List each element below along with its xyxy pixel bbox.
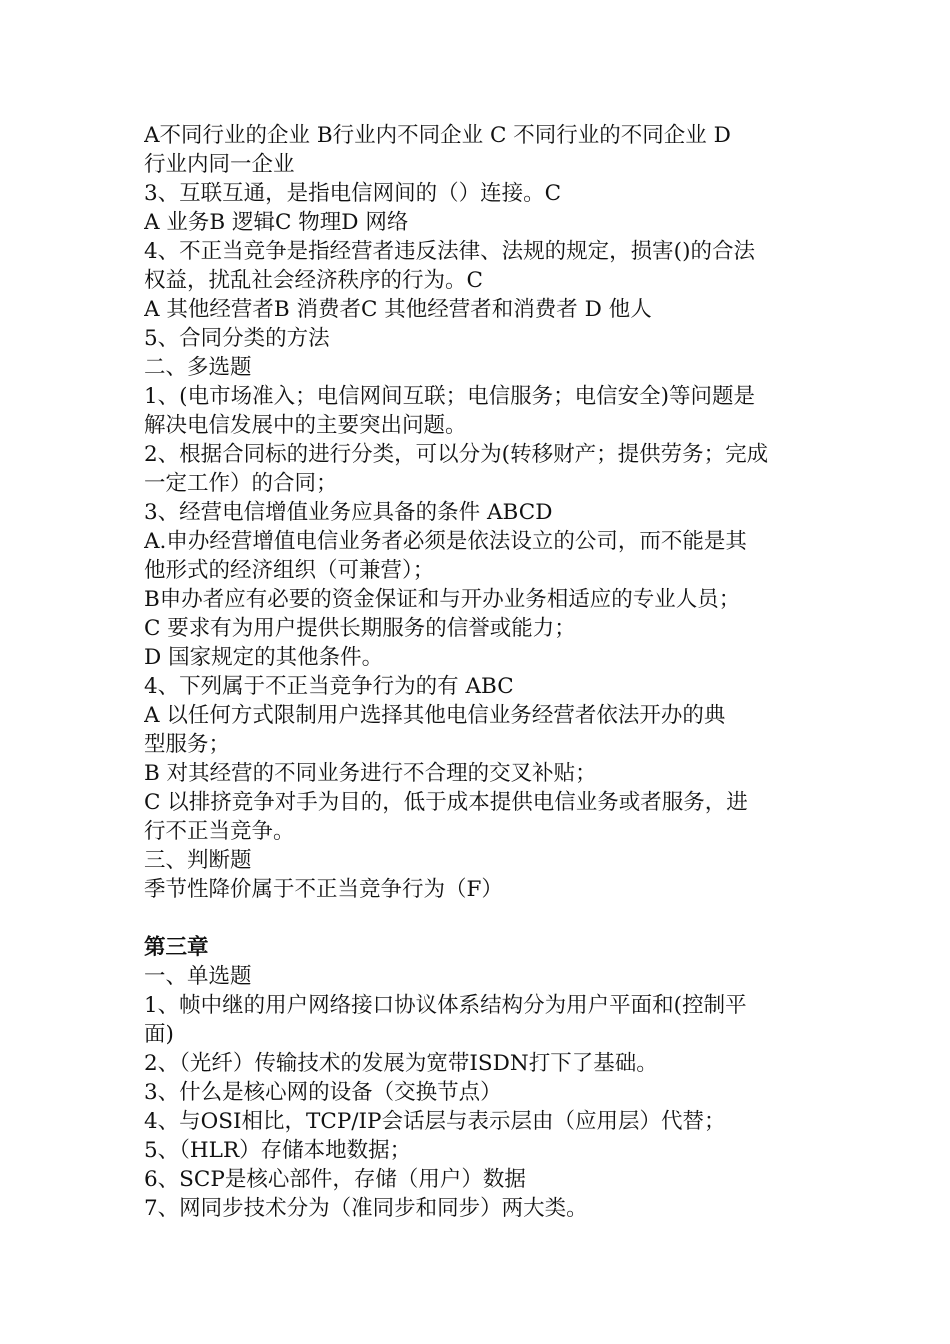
text-line: 行业内同一企业 — [144, 152, 295, 177]
text-line: B申办者应有必要的资金保证和与开办业务相适应的专业人员； — [144, 587, 741, 612]
text-line: C 要求有为用户提供长期服务的信誉或能力； — [144, 616, 576, 641]
text-line: A 业务B 逻辑C 物理D 网络 — [144, 210, 409, 235]
chapter-title: 第三章 — [144, 935, 209, 960]
blank-line — [144, 904, 810, 933]
text-line: 一定工作）的合同； — [144, 471, 338, 496]
text-line: A 以任何方式限制用户选择其他电信业务经营者依法开办的典 — [144, 703, 726, 728]
text-line: 7、网同步技术分为（准同步和同步）两大类。 — [144, 1196, 588, 1221]
text-line: 3、经营电信增值业务应具备的条件 ABCD — [144, 500, 553, 525]
text-line: 3、互联互通，是指电信网间的（）连接。C — [144, 181, 562, 206]
text-line: 1、(电市场准入；电信网间互联；电信服务；电信安全)等问题是 — [144, 384, 755, 409]
text-line: 面) — [144, 1022, 174, 1047]
text-line: 5、（HLR）存储本地数据； — [144, 1138, 412, 1163]
text-line: 型服务； — [144, 732, 231, 757]
text-line: 5、合同分类的方法 — [144, 326, 330, 351]
text-line: C 以排挤竞争对手为目的，低于成本提供电信业务或者服务，进 — [144, 790, 748, 815]
document-page — [144, 121, 810, 1223]
text-line: 季节性降价属于不正当竞争行为（F） — [144, 877, 503, 902]
text-line: 4、下列属于不正当竞争行为的有 ABC — [144, 674, 514, 699]
text-line: 4、不正当竞争是指经营者违反法律、法规的规定，损害()的合法 — [144, 239, 755, 264]
text-line: 3、什么是核心网的设备（交换节点） — [144, 1080, 502, 1105]
text-line: A.申办经营增值电信业务者必须是依法设立的公司，而不能是其 — [144, 529, 747, 554]
section-heading: 三、判断题 — [144, 848, 252, 873]
text-line: 4、与OSI相比，TCP/IP会话层与表示层由（应用层）代替； — [144, 1109, 726, 1134]
text-line: 6、SCP是核心部件，存储（用户）数据 — [144, 1167, 526, 1192]
text-line: 行不正当竞争。 — [144, 819, 295, 844]
text-line: D 国家规定的其他条件。 — [144, 645, 384, 670]
text-line: B 对其经营的不同业务进行不合理的交叉补贴； — [144, 761, 597, 786]
text-line: A 其他经营者B 消费者C 其他经营者和消费者 D 他人 — [144, 297, 652, 322]
text-line: 1、帧中继的用户网络接口协议体系结构分为用户平面和(控制平 — [144, 993, 747, 1018]
text-line: 2、根据合同标的进行分类，可以分为(转移财产；提供劳务；完成 — [144, 442, 769, 467]
text-line: 他形式的经济组织（可兼营）； — [144, 558, 435, 583]
section-heading: 一、单选题 — [144, 964, 252, 989]
text-line: 2、（光纤）传输技术的发展为宽带ISDN打下了基础。 — [144, 1051, 658, 1076]
section-heading: 二、多选题 — [144, 355, 252, 380]
text-line: 解决电信发展中的主要突出问题。 — [144, 413, 467, 438]
text-line: 权益，扰乱社会经济秩序的行为。C — [144, 268, 483, 293]
text-line: A不同行业的企业 B行业内不同企业 C 不同行业的不同企业 D — [144, 123, 731, 148]
